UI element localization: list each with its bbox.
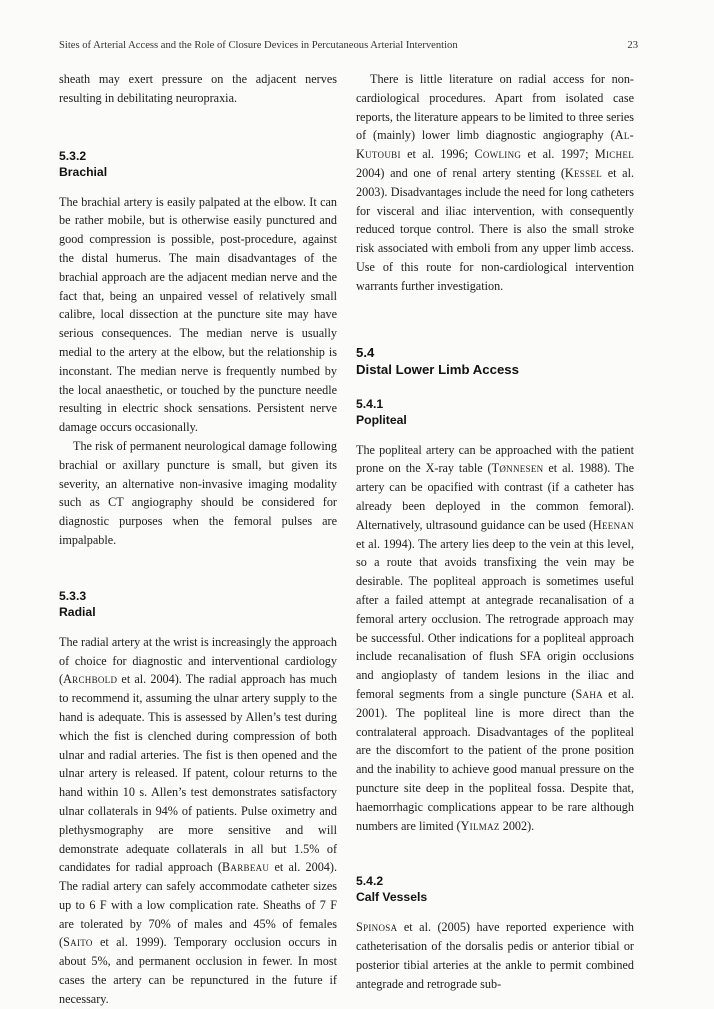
page-number: 23: [627, 40, 638, 51]
right-column: [356, 70, 634, 993]
heading-number: 5.4.2: [356, 874, 384, 889]
heading-title: Radial: [59, 604, 96, 619]
heading-number: 5.3.2: [59, 148, 87, 163]
citation: Saha: [575, 686, 603, 701]
heading-number: 5.3.3: [59, 588, 87, 603]
heading-number: 5.4: [356, 344, 375, 360]
brachial-paragraph-2: The risk of permanent neurological damage following brachial or axillary puncture is small, but given its severity, an alternative non-invasive imaging modality such as CT angiography should be considered for diagnostic purposes when the femoral pulses are impalpable.: [59, 438, 337, 547]
citation: Al-Kutoubi: [356, 128, 634, 162]
running-head: [59, 40, 638, 51]
citation: Heenan: [592, 517, 634, 532]
running-title: Sites of Arterial Access and the Role of Closure Devices in Percutaneous Arterial Intervention: [59, 40, 458, 51]
heading-title: Popliteal: [356, 412, 407, 427]
heading-radial: [59, 588, 337, 620]
radial-paragraph-1: The radial artery at the wrist is increasingly the approach of choice for diagnostic and interventional cardiology (Archbold et al. 2004). The radial approach has much to recommend it, assuming the ulnar artery supply to the hand is adequate. This is assessed by Allen’s test during which the fist is clenched during compression of both ulnar and radial arteries. The fist is then opened and the ulnar artery is released. If patent, colour returns to the hand within 10 s. Allen’s test demonstrates satisfactory ulnar collaterals in 94% of patients. Pulse oximetry and plethysmography are more sensitive and will demonstrate adequate collaterals in all but 1.5% of candidates for radial approach (Barbeau et al. 2004). The radial artery can safely accommodate catheter sizes up to 6 F with a low complication rate. Sheaths of 7 F are tolerated by 70% of males and 45% of females (Saito et al. 1999). Temporary occlusion occurs in about 5%, and permanent occlusion in fewer. In most cases the artery can be repunctured in the future if necessary.: [59, 634, 337, 1006]
popliteal-paragraph: The popliteal artery can be approached with the patient prone on the X-ray table (Tønnesen et al. 1988). The artery can be opacified with contrast (if a catheter has already been deployed in the common femoral). Alternatively, ultrasound guidance can be used (Heenan et al. 1994). The artery lies deep to the vein at this level, so a route that avoids transfixing the vein may be desirable. The popliteal approach is sometimes useful after a failed attempt at antegrade recanalisation of a femoral artery occlusion. The retrograde approach may be successful. Other indications for a popliteal approach include recanalisation of flush SFA origin occlusions and angioplasty of tandem lesions in the iliac and femoral segments from a single puncture (Saha et al. 2001). The popliteal line is more direct than the contralateral approach. Disadvantages of the popliteal are the discomfort to the patient of the prone position and the inability to achieve good manual pressure on the puncture site deep in the popliteal fossa. Despite that, haemorrhagic complications appear to be rare although numbers are limited (Yilmaz 2002).: [356, 442, 635, 833]
heading-calf-vessels: [356, 873, 634, 905]
citation: Spinosa: [356, 920, 398, 935]
calf-paragraph: Spinosa et al. (2005) have reported experience with catheterisation of the dorsalis pedis or anterior tibial or posterior tibial arteries at the ankle to permit combined antegrade and retrograde sub-: [356, 920, 634, 991]
citation: Michel: [594, 147, 635, 162]
citation: Saito: [63, 935, 93, 950]
heading-title: Calf Vessels: [356, 890, 428, 905]
heading-brachial: [59, 148, 337, 180]
citation: Yilmaz: [460, 818, 500, 833]
heading-popliteal: [356, 396, 634, 428]
heading-title: Brachial: [59, 164, 108, 179]
citation: Kessel: [564, 165, 603, 180]
citation: Barbeau: [221, 860, 270, 875]
heading-number: 5.4.1: [356, 396, 384, 411]
heading-distal-lower-limb: [356, 344, 634, 379]
citation: Cowling: [474, 147, 522, 162]
continuation-paragraph: sheath may exert pressure on the adjacent nerves resulting in debilitating neuropraxia.: [59, 72, 337, 105]
brachial-paragraph-1: The brachial artery is easily palpated at the elbow. It can be rather mobile, but is otherwise easily punctured and good compression is possible, post-procedure, against the distal humerus. The main disadvantages of the brachial approach are the adjacent median nerve and the fact that, being an unpaired vessel of relatively small calibre, local dissection at the puncture site may have serious consequences. The median nerve is usually medial to the artery at the elbow, but the relationship is inconstant. The median nerve is frequently numbed by the local anaesthetic, or touched by the puncture needle resulting in electric shock sensations. Persistent nerve damage occurs occasionally.: [59, 194, 337, 435]
heading-title: Distal Lower Limb Access: [356, 362, 519, 378]
citation: Archbold: [63, 672, 118, 687]
radial-paragraph-2: There is little literature on radial access for non-cardiological procedures. Apart from isolated case reports, the literature appears to be limited to three series of (mainly) lower limb diagnostic angiography (Al-Kutoubi et al. 1996; Cowling et al. 1997; Michel 2004) and one of renal artery stenting (Kessel et al. 2003). Disadvantages include the need for long catheters for visceral and iliac intervention, with consequently reduced torque control. There is also the small stroke risk associated with emboli from any upper limb access. Use of this route for non-cardiological intervention warrants further investigation.: [356, 72, 635, 293]
citation: Tønnesen: [491, 461, 544, 476]
left-column: [59, 70, 337, 1009]
